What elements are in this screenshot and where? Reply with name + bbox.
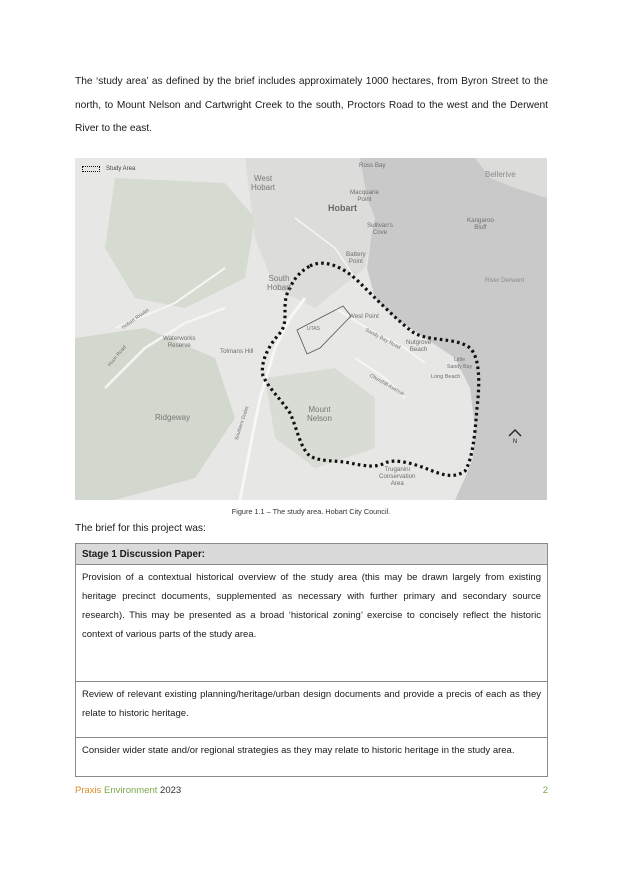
table-row-text: Consider wider state and/or regional strategies as they may relate to historic heritage in the study area. <box>82 745 515 756</box>
footer-brand-environment: Environment <box>104 785 158 796</box>
legend-label: Study Area <box>106 166 136 172</box>
page-number: 2 <box>542 785 548 796</box>
park-area <box>105 178 255 308</box>
label-mount-nelson: Mount Nelson <box>307 405 332 423</box>
map-legend <box>82 166 135 172</box>
label-ridgeway: Ridgeway <box>155 413 191 422</box>
table-row-text: Provision of a contextual historical overview of the study area (this may be drawn largely from existing heritage precinct documents, supplemented as necessary with further primary and secondary source research). This may be presented as a broad ‘historical zoning’ exercise to concisely reflect the historic context of various parts of the study area. <box>82 572 541 640</box>
label-long-beach: Long Beach <box>431 374 461 380</box>
figure-caption: Figure 1.1 – The study area. Hobart City Council. <box>231 507 391 516</box>
study-area-map <box>75 158 547 500</box>
label-macquarie-point: Macquarie Point <box>350 189 379 203</box>
label-huon-road: Huon Road <box>106 344 128 368</box>
table-row-text: Review of relevant existing planning/heritage/urban design documents and provide a precis of each as they relate to historic heritage. <box>82 689 541 719</box>
label-hobart: Hobart <box>328 203 357 213</box>
label-sandy-bay-road: Sandy Bay Road <box>364 327 402 351</box>
table-row <box>76 565 548 682</box>
label-kangaroo-bluff: Kangaroo Bluff <box>467 217 494 231</box>
label-truganini: Truganini Conservation Area <box>379 466 416 487</box>
north-label: N <box>512 439 518 445</box>
label-ross-bay: Ross Bay <box>359 162 386 169</box>
label-battery-point: Battery Point <box>346 251 366 265</box>
footer-year: 2023 <box>160 785 182 796</box>
stage-1-table <box>75 543 548 777</box>
label-waterworks-reserve: Waterworks Reserve <box>163 335 196 349</box>
label-hobart-rivulet: Hobart Rivulet <box>120 307 151 331</box>
table-header: Stage 1 Discussion Paper: <box>76 544 548 565</box>
label-tolmans-hill: Tolmans Hill <box>220 348 254 355</box>
label-river-derwent: River Derwent <box>485 277 525 284</box>
label-nutgrove-beach: Nutgrove Beach <box>406 339 432 353</box>
label-west-hobart: West Hobart <box>251 174 276 192</box>
table-row <box>76 738 548 777</box>
footer-brand-praxis: Praxis <box>75 785 102 796</box>
table-row <box>76 682 548 738</box>
north-indicator <box>507 428 523 445</box>
label-utas: UTAS <box>307 326 320 332</box>
intro-paragraph: The ‘study area’ as defined by the brief includes approximately 1000 hectares, from Byron Street to the north, to Mount Nelson and Cartwright Creek to the south, Proctors Road to the west and the Derwent River to the east. <box>75 76 548 134</box>
label-south-hobart: South Hobart <box>267 274 292 292</box>
label-west-point: West Point <box>349 313 379 320</box>
label-bellerive: Bellerive <box>485 170 516 179</box>
page-footer <box>75 785 548 796</box>
label-sullivans-cove: Sullivan's Cove <box>367 222 393 236</box>
label-churchill-avenue: Churchill Avenue <box>368 372 405 398</box>
footer-brand <box>75 785 181 796</box>
river-derwent <box>360 158 547 500</box>
study-area-swatch-icon <box>82 166 100 172</box>
brief-intro: The brief for this project was: <box>75 523 206 534</box>
label-southern-outlet: Southern Outlet <box>233 405 251 441</box>
label-little-sandy-bay: Little Sandy Bay <box>447 357 473 370</box>
